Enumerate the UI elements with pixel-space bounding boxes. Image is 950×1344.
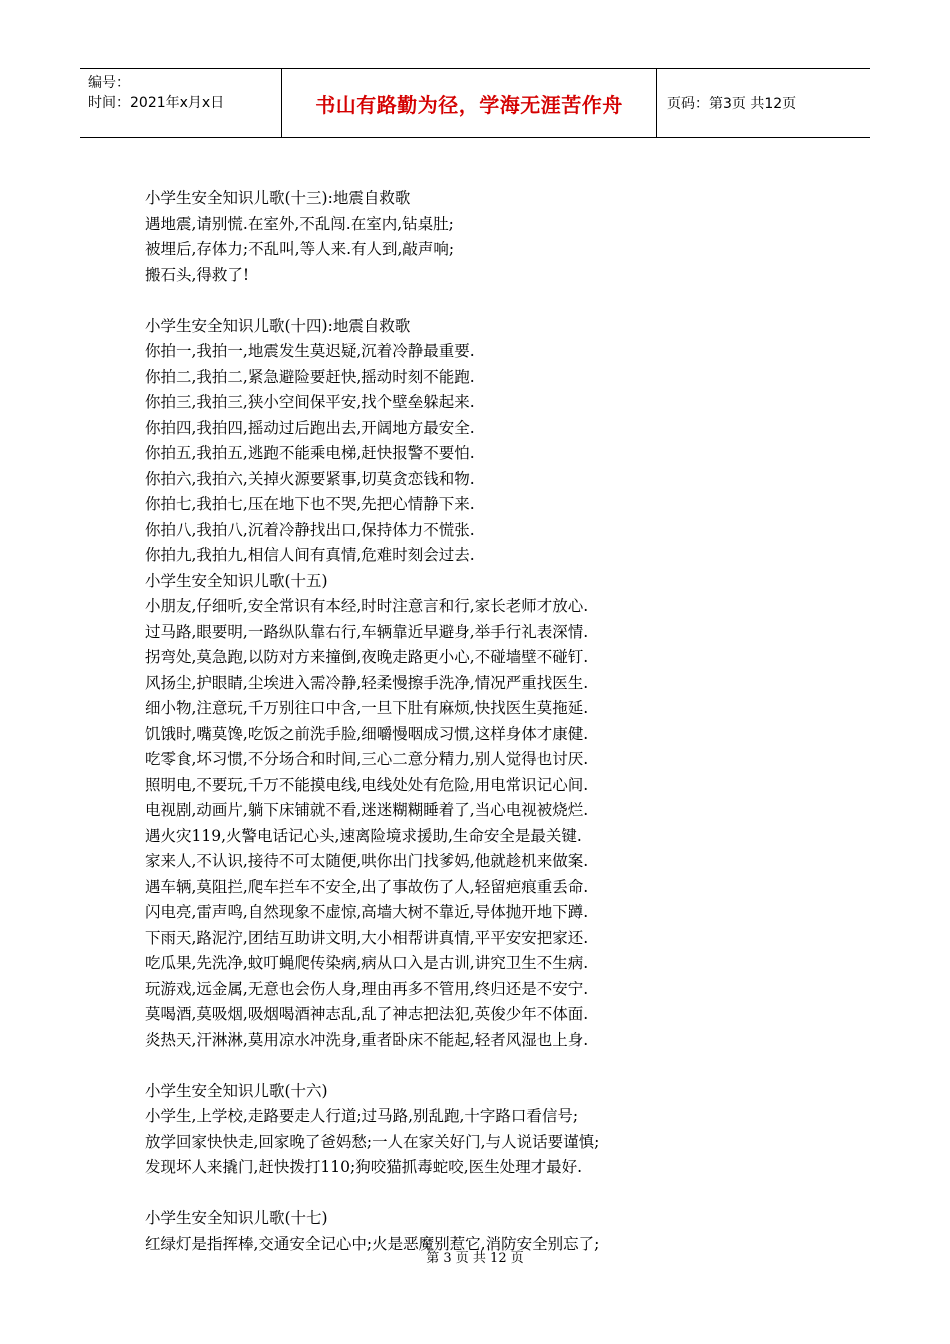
text-line: 你拍五,我拍五,逃跑不能乘电梯,赶快报警不要怕.	[145, 444, 475, 462]
section-title: 小学生安全知识儿歌(十三):地震自救歌	[145, 189, 411, 207]
document-body	[145, 186, 745, 1257]
text-line: 饥饿时,嘴莫馋,吃饭之前洗手脸,细嚼慢咽成习惯,这样身体才康健.	[145, 724, 589, 743]
text-line: 遇火灾119,火警电话记心头,速离险境求援助,生命安全是最关键.	[145, 826, 582, 845]
section-title: 小学生安全知识儿歌(十五)	[145, 571, 328, 590]
header-page-label: 页码：第3页 共12页	[667, 96, 797, 112]
text-line: 搬石头,得救了!	[145, 265, 250, 284]
text-line: 你拍四,我拍四,摇动过后跑出去,开阔地方最安全.	[145, 418, 475, 437]
section-spacer	[145, 1181, 745, 1207]
text-line: 你拍九,我拍九,相信人间有真情,危难时刻会过去.	[145, 546, 475, 564]
text-line: 你拍八,我拍八,沉着冷静找出口,保持体力不慌张.	[145, 520, 475, 539]
page-footer: 第 3 页 共 12 页	[426, 1251, 524, 1266]
text-line: 照明电,不要玩,千万不能摸电线,电线处处有危险,用电常识记心间.	[145, 775, 589, 794]
text-line: 吃瓜果,先洗净,蚊叮蝇爬传染病,病从口入是古训,讲究卫生不生病.	[145, 954, 589, 972]
text-line: 小朋友,仔细听,安全常识有本经,时时注意言和行,家长老师才放心.	[145, 597, 589, 615]
text-line: 炎热天,汗淋淋,莫用凉水冲洗身,重者卧床不能起,轻者风湿也上身.	[145, 1030, 589, 1049]
section-title: 小学生安全知识儿歌(十七)	[145, 1209, 328, 1227]
text-line: 你拍七,我拍七,压在地下也不哭,先把心情静下来.	[145, 495, 475, 513]
text-line: 你拍二,我拍二,紧急避险要赶快,摇动时刻不能跑.	[145, 367, 475, 386]
text-line: 细小物,注意玩,千万别往口中含,一旦下肚有麻烦,快找医生莫拖延.	[145, 699, 589, 717]
page-header	[80, 68, 870, 138]
text-line: 被埋后,存体力;不乱叫,等人来.有人到,敲声响;	[145, 240, 455, 258]
section-title: 小学生安全知识儿歌(十四):地震自救歌	[145, 316, 411, 335]
header-motto: 书山有路勤为径，学海无涯苦作舟	[282, 69, 657, 137]
text-line: 闪电亮,雷声鸣,自然现象不虚惊,高墙大树不靠近,导体抛开地下蹲.	[145, 903, 589, 921]
text-line: 风扬尘,护眼睛,尘埃进入需冷静,轻柔慢擦手洗净,情况严重找医生.	[145, 673, 589, 692]
text-line: 玩游戏,远金属,无意也会伤人身,理由再多不管用,终归还是不安宁.	[145, 979, 589, 998]
text-line: 拐弯处,莫急跑,以防对方来撞倒,夜晚走路更小心,不碰墙壁不碰钉.	[145, 648, 589, 666]
text-line: 家来人,不认识,接待不可太随便,哄你出门找爹妈,他就趁机来做案.	[145, 852, 589, 870]
section-title: 小学生安全知识儿歌(十六)	[145, 1081, 328, 1100]
header-info-cell	[80, 69, 282, 137]
text-line: 发现坏人来撬门,赶快拨打110;狗咬猫抓毒蛇咬,医生处理才最好.	[145, 1158, 583, 1176]
section-spacer	[145, 288, 745, 314]
text-line: 小学生,上学校,走路要走人行道;过马路,别乱跑,十字路口看信号;	[145, 1107, 579, 1125]
text-line: 下雨天,路泥泞,团结互助讲文明,大小相帮讲真情,平平安安把家还.	[145, 928, 589, 947]
section-spacer	[145, 1053, 745, 1079]
text-line: 你拍一,我拍一,地震发生莫迟疑,沉着冷静最重要.	[145, 342, 475, 360]
text-line: 遇地震,请别慌.在室外,不乱闯.在室内,钻桌肚;	[145, 214, 454, 233]
time-label: 时间：2021年x月x日	[88, 95, 225, 111]
text-line: 你拍三,我拍三,狭小空间保平安,找个壁垒躲起来.	[145, 393, 475, 411]
text-line: 电视剧,动画片,躺下床铺就不看,迷迷糊糊睡着了,当心电视被烧烂.	[145, 801, 589, 819]
text-line: 莫喝酒,莫吸烟,吸烟喝酒神志乱,乱了神志把法犯,英俊少年不体面.	[145, 1005, 589, 1023]
number-label: 编号：	[88, 75, 130, 91]
text-line: 放学回家快快走,回家晚了爸妈愁;一人在家关好门,与人说话要谨慎;	[145, 1132, 600, 1151]
text-line: 遇车辆,莫阻拦,爬车拦车不安全,出了事故伤了人,轻留疤痕重丢命.	[145, 877, 589, 896]
text-line: 你拍六,我拍六,关掉火源要紧事,切莫贪恋钱和物.	[145, 469, 475, 488]
text-line: 吃零食,坏习惯,不分场合和时间,三心二意分精力,别人觉得也讨厌.	[145, 750, 589, 768]
text-line: 红绿灯是指挥棒,交通安全记心中;火是恶魔别惹它,消防安全别忘了;	[145, 1234, 600, 1253]
text-line: 过马路,眼要明,一路纵队靠右行,车辆靠近早避身,举手行礼表深情.	[145, 622, 589, 641]
